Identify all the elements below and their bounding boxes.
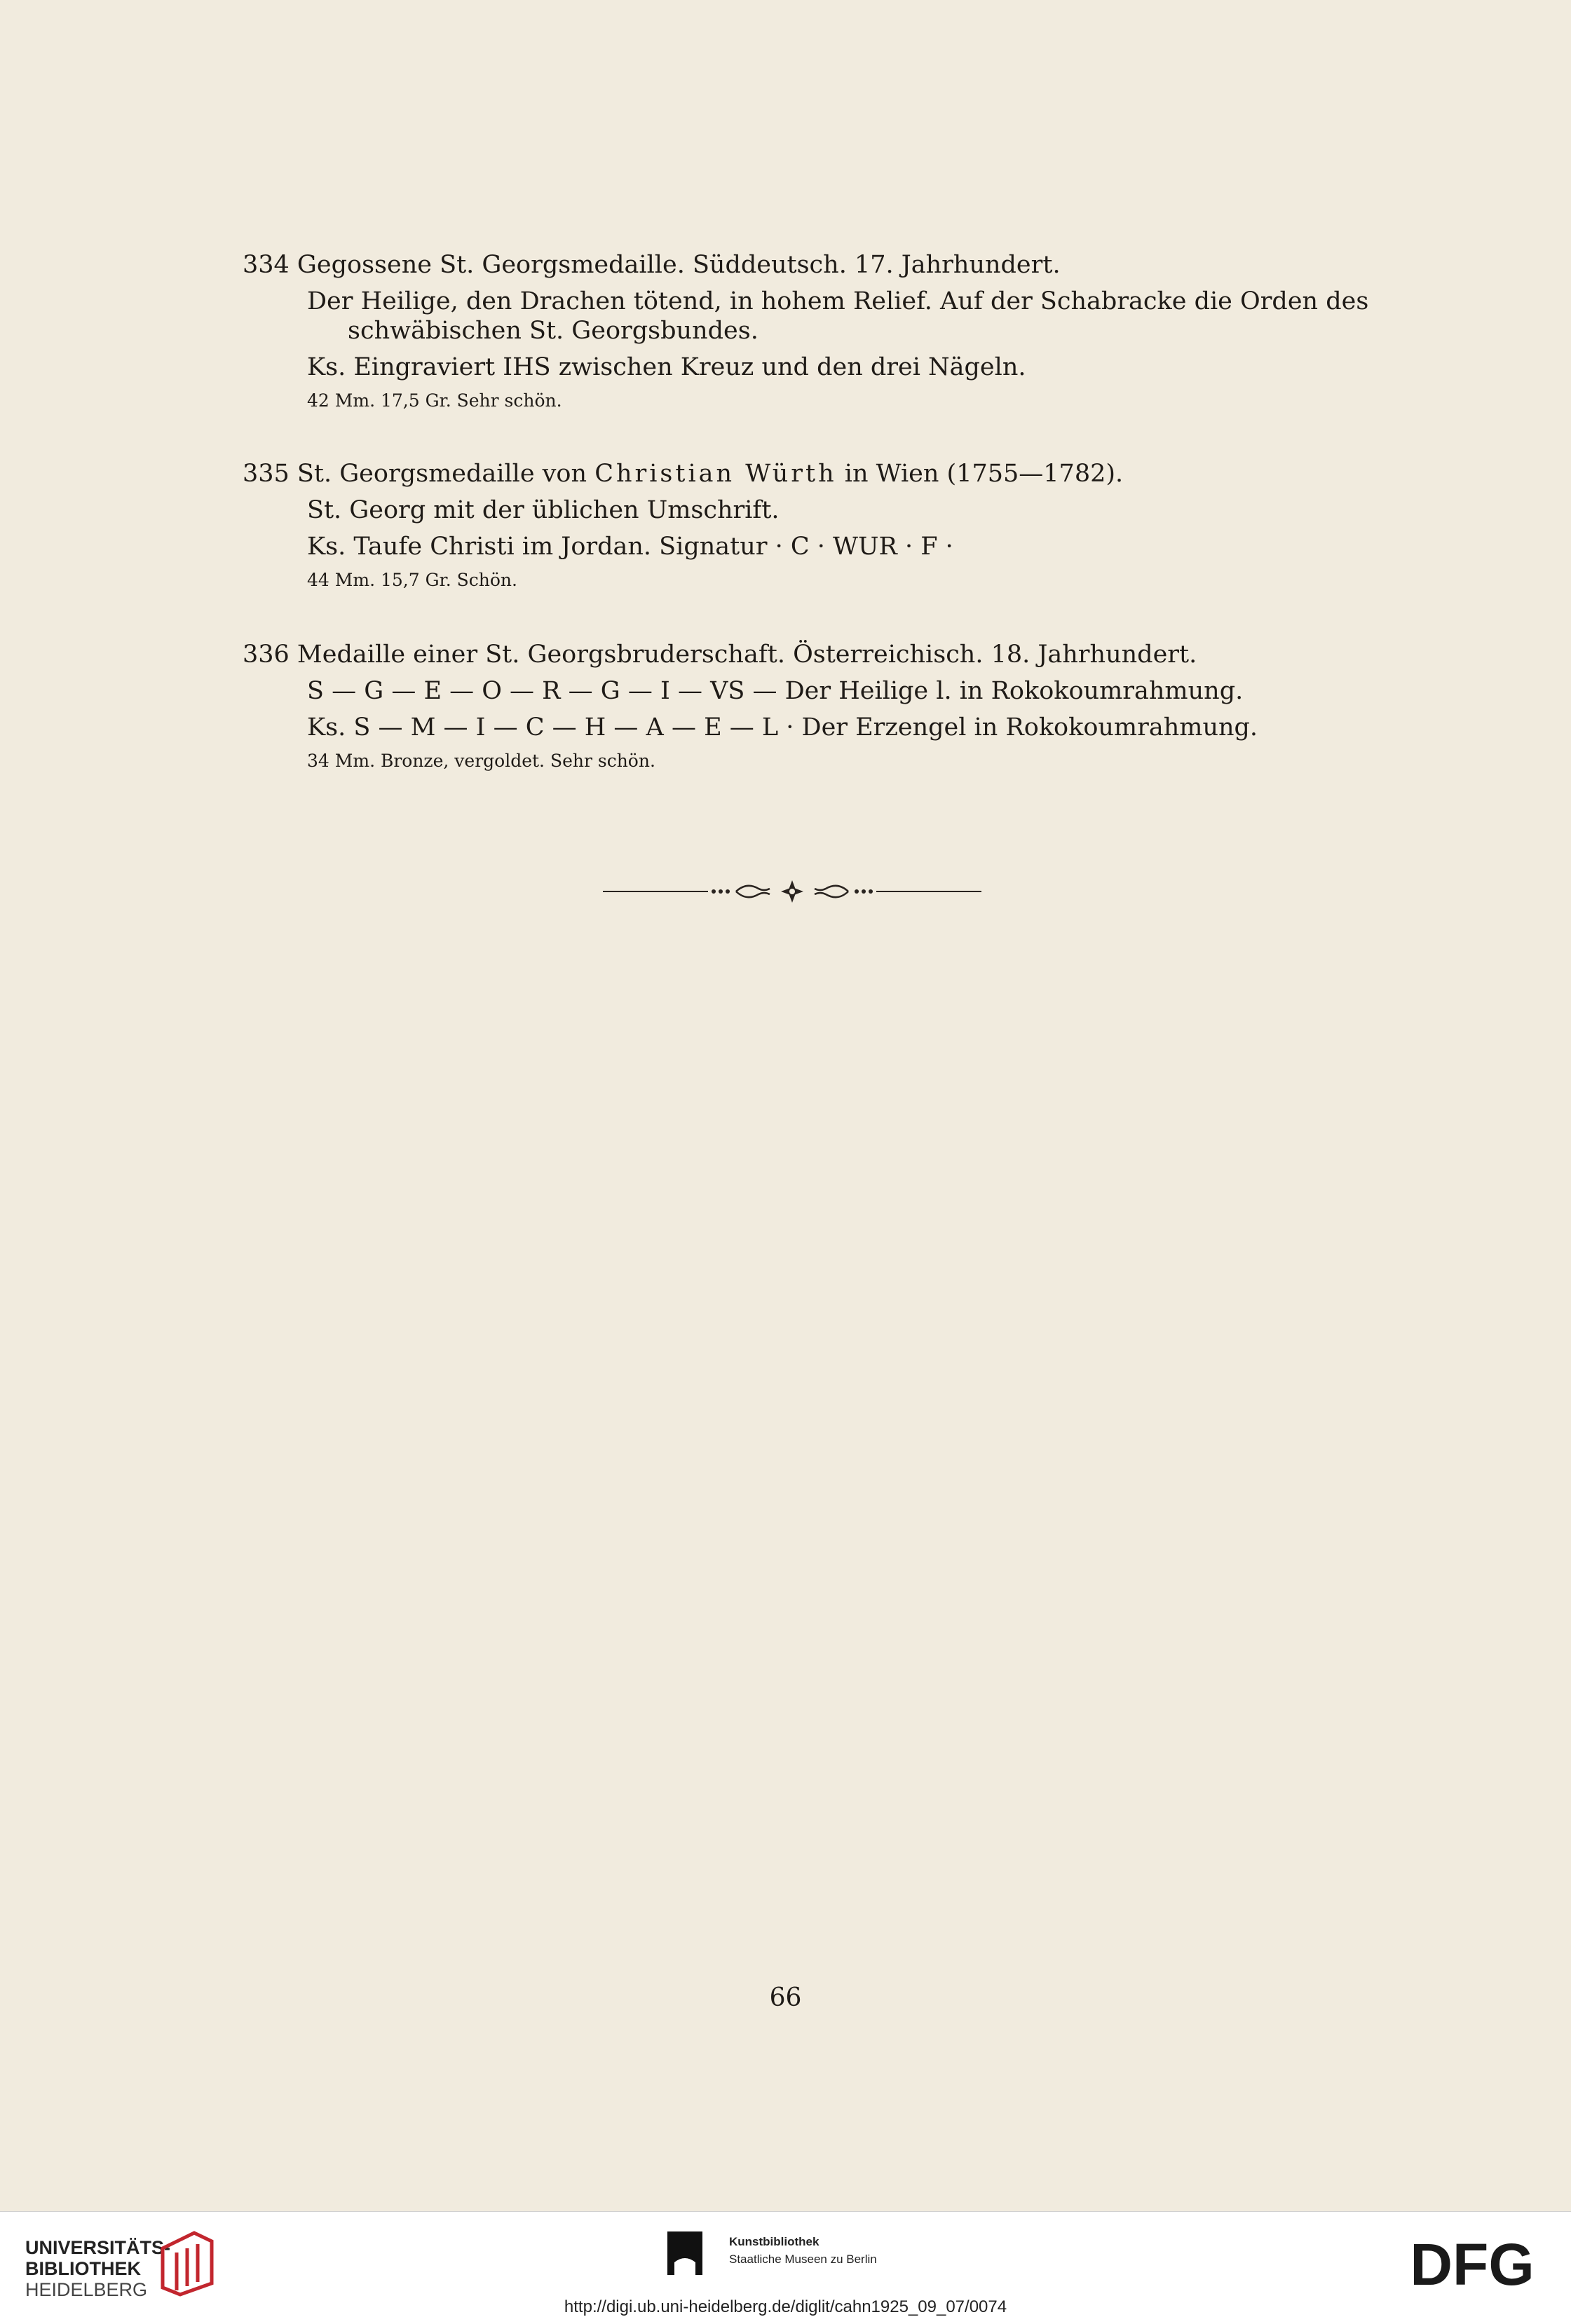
entry-description: Der Heilige, den Drachen tötend, in hohem Relief. Auf der Schabracke die Orden des (307, 287, 1369, 315)
entry-heading: 336 Medaille einer St. Georgsbruderschaft. Österreichisch. 18. Jahrhundert. (243, 641, 1197, 669)
kb-subtitle: Staatliche Museen zu Berlin (729, 2253, 877, 2266)
entry-reverse: Ks. Taufe Christi im Jordan. Signatur · C · WUR · F · (307, 533, 953, 561)
catalog-entry-335 (243, 456, 1350, 596)
uni-line-2: BIBLIOTHEK (25, 2258, 141, 2279)
dfg-logo-text: DFG (1410, 2231, 1535, 2295)
entry-description: St. Georg mit der üblichen Umschrift. (307, 496, 780, 524)
kunstbibliothek-logo-icon (667, 2231, 702, 2275)
catalog-entry-336 (243, 636, 1350, 777)
uni-line-1: UNIVERSITÄTS- (25, 2237, 171, 2258)
entry-heading (243, 456, 1350, 492)
entry-heading-suffix: in Wien (1755—1782). (844, 460, 1124, 488)
permalink-url[interactable]: http://digi.ub.uni-heidelberg.de/diglit/cahn1925_09_07/0074 (564, 2297, 1007, 2316)
page-number: 66 (769, 1983, 802, 2012)
entry-reverse: Ks. Eingraviert IHS zwischen Kreuz und den drei Nägeln. (307, 353, 1026, 381)
kb-title: Kunstbibliothek (729, 2235, 819, 2248)
entry-measurements: 44 Mm. 15,7 Gr. Schön. (307, 570, 517, 590)
ornament-divider-icon (603, 876, 981, 907)
entry-measurements: 34 Mm. Bronze, vergoldet. Sehr schön. (307, 751, 655, 771)
medallist-name: Christian Würth (594, 460, 837, 488)
university-library-logo[interactable] (25, 2237, 170, 2300)
entry-obverse: S — G — E — O — R — G — I — VS — Der Heilige l. in Rokokoumrahmung. (307, 677, 1244, 705)
dfg-logo-icon[interactable] (1399, 2231, 1546, 2295)
entry-reverse: Ks. S — M — I — C — H — A — E — L · Der Erzengel in Rokokoumrahmung. (307, 713, 1258, 741)
entry-description-continued: schwäbischen St. Georgsbundes. (348, 317, 759, 345)
footer-bar (0, 2211, 1571, 2324)
entry-measurements: 42 Mm. 17,5 Gr. Sehr schön. (307, 390, 562, 411)
uni-line-3: HEIDELBERG (25, 2279, 148, 2300)
heidelberg-emblem-icon (156, 2227, 219, 2297)
entry-heading-prefix: 335 St. Georgsmedaille von (243, 460, 587, 488)
entry-heading: 334 Gegossene St. Georgsmedaille. Süddeutsch. 17. Jahrhundert. (243, 251, 1061, 279)
catalog-entry-334 (243, 247, 1369, 416)
kunstbibliothek-label[interactable] (729, 2233, 877, 2268)
